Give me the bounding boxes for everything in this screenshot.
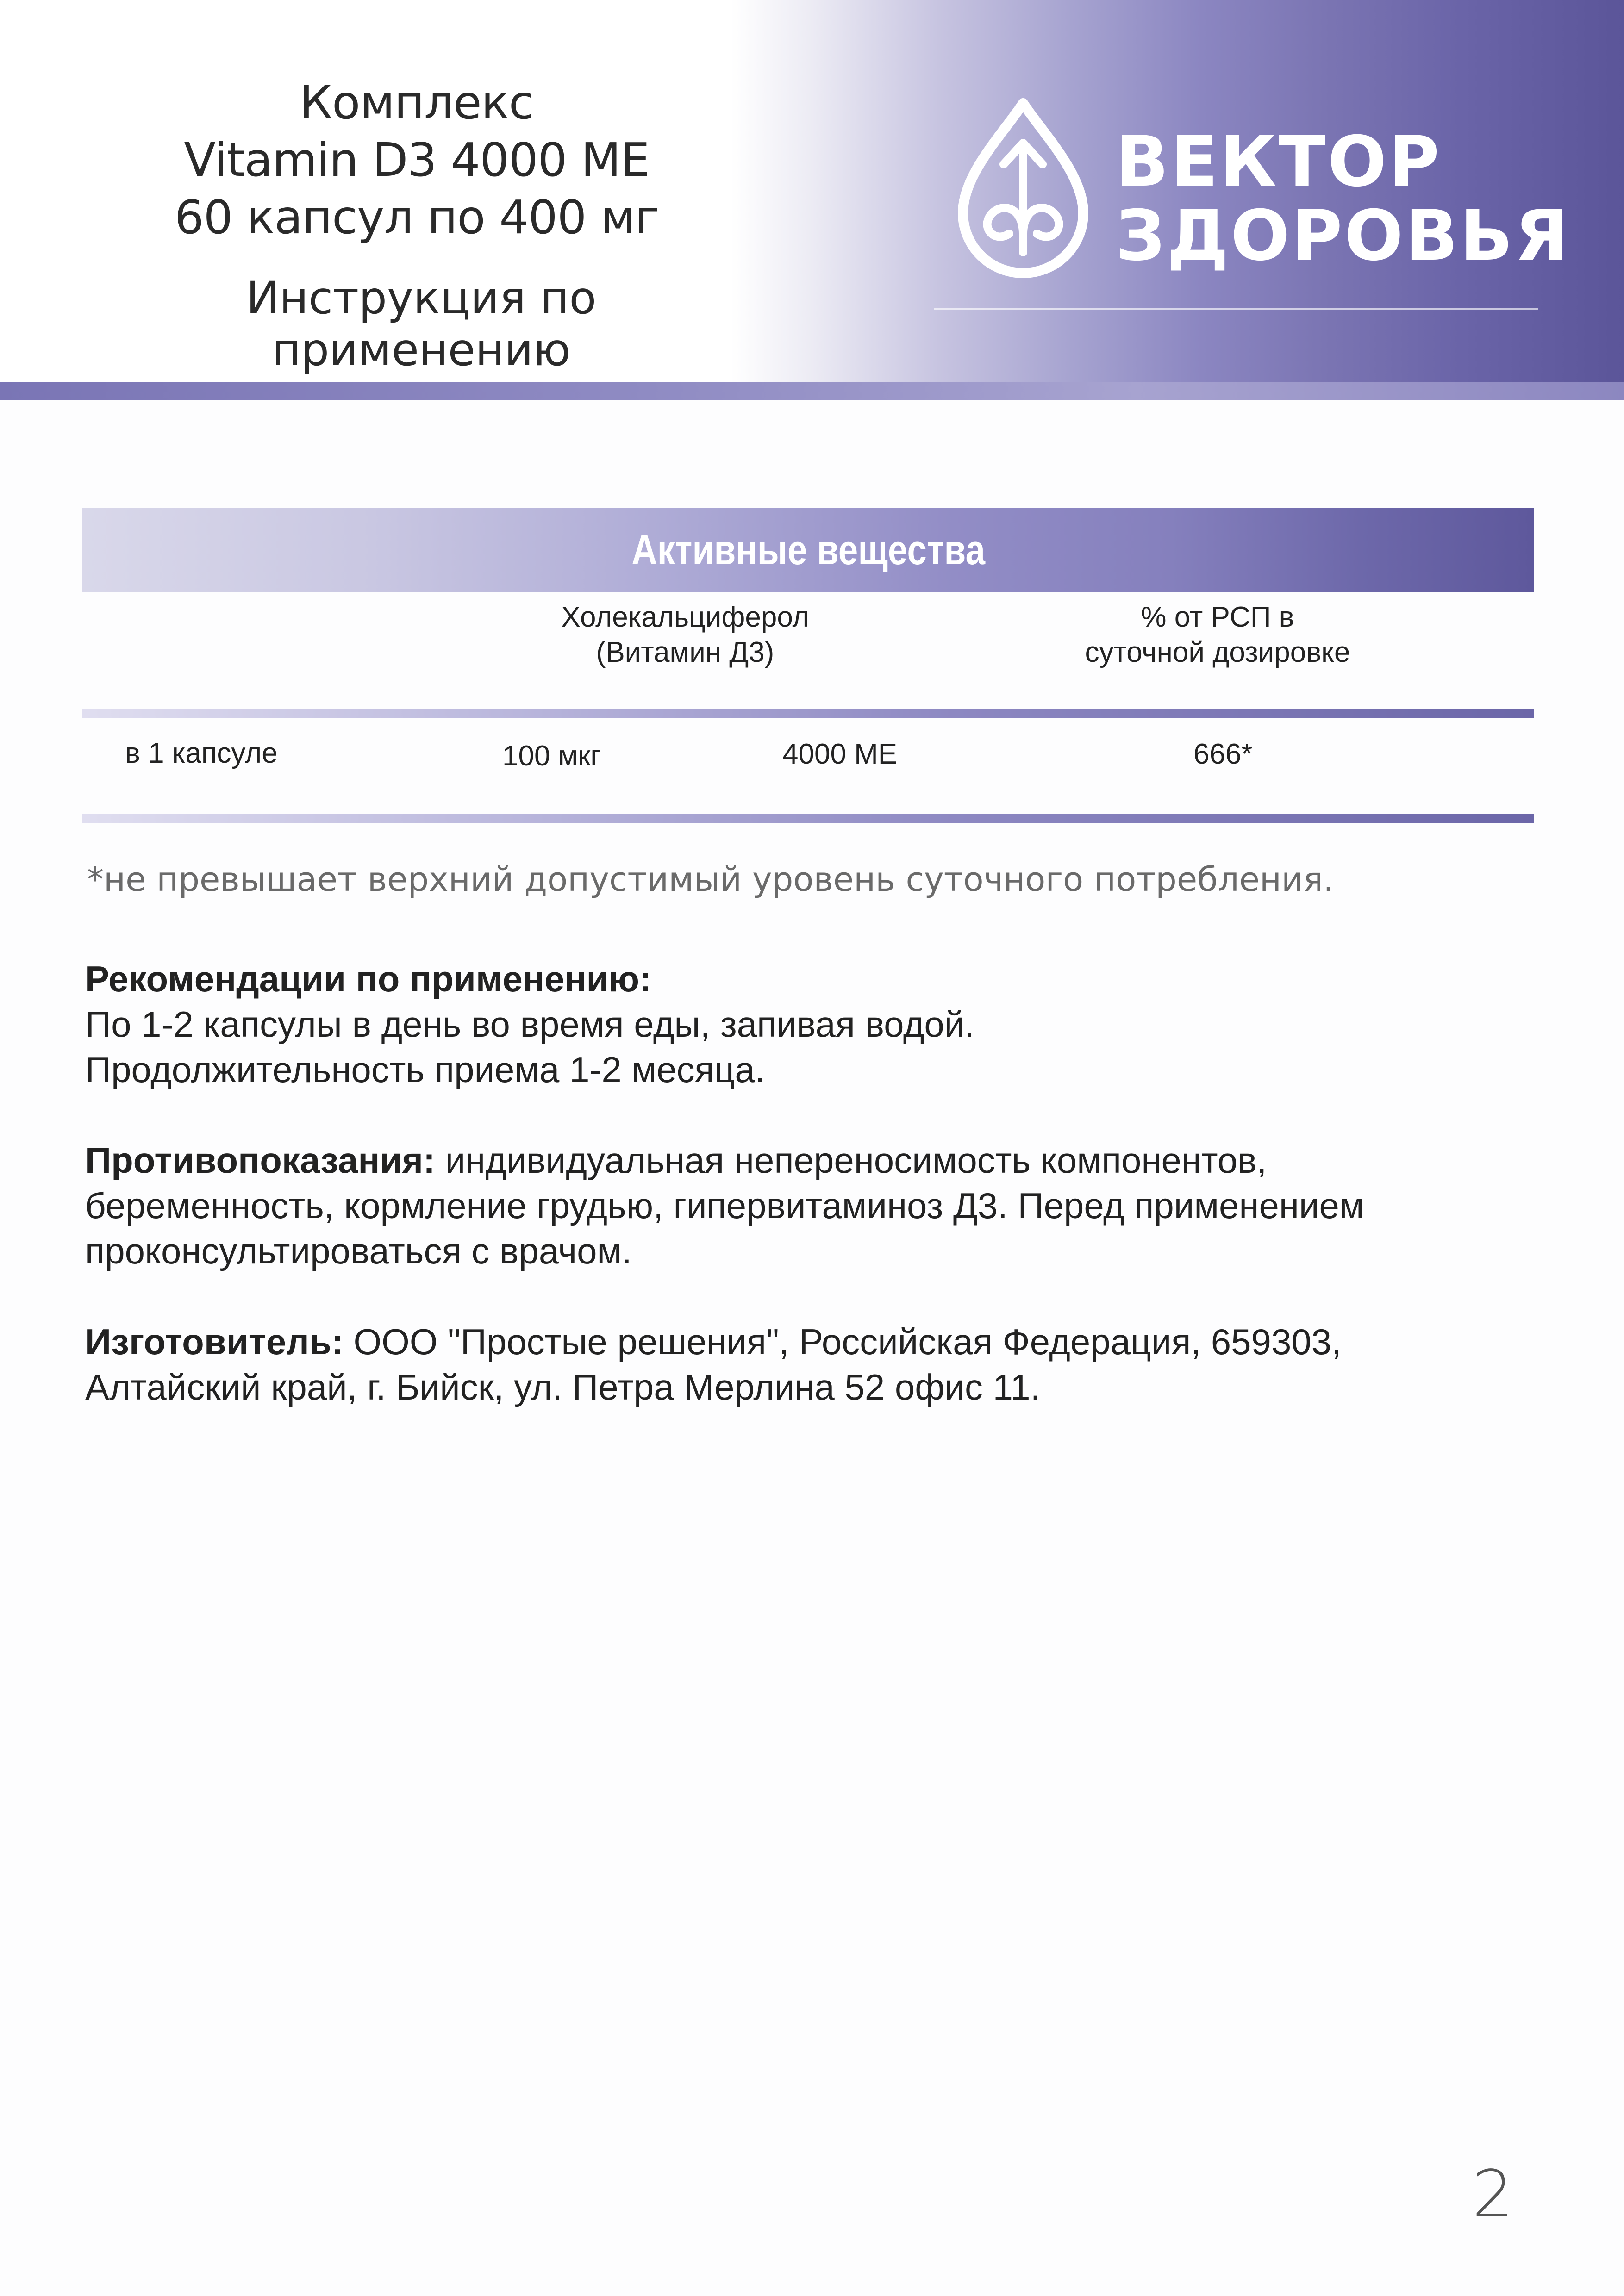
manufacturer-text-2: Алтайский край, г. Бийск, ул. Петра Мерлина 52 офис 11.: [85, 1367, 1041, 1407]
brand-name: [1116, 122, 1570, 276]
contraindications-heading: Противопоказания:: [85, 1140, 435, 1181]
column-header-rsp: [1032, 600, 1403, 670]
table-row-divider-bottom: [82, 814, 1534, 823]
recommendations-line-1: По 1-2 капсулы в день во время еды, запивая водой.: [85, 1004, 974, 1045]
contraindications-text-2: беременность, кормление грудью, гипервитаминоз Д3. Перед применением: [85, 1185, 1364, 1226]
product-title: [93, 74, 741, 246]
recommendations-section: [85, 956, 974, 1092]
page-number: 2: [1472, 2157, 1514, 2232]
recommendations-heading: Рекомендации по применению:: [85, 958, 652, 999]
column-header-substance-line-1: Холекальциферол: [561, 601, 809, 633]
contraindications-text-3: проконсультироваться с врачом.: [85, 1231, 632, 1271]
manufacturer-text-1: ООО "Простые решения", Российская Федерация, 659303,: [343, 1321, 1342, 1362]
contraindications-section: [85, 1138, 1364, 1274]
column-header-substance: [500, 600, 870, 670]
table-row-divider-top: [82, 709, 1534, 718]
drop-leaf-logo-icon: [949, 95, 1097, 280]
row-label: в 1 капсуле: [125, 737, 278, 769]
amount-iu: 4000 МЕ: [782, 738, 898, 770]
footnote: *не превышает верхний допустимый уровень суточного потребления.: [87, 860, 1334, 899]
contraindications-text-1: индивидуальная непереносимость компонентов,: [435, 1140, 1267, 1181]
title-line-3: 60 капсул по 400 мг: [175, 190, 659, 244]
header-divider-bar: [0, 382, 1624, 400]
column-header-substance-line-2: (Витамин Д3): [596, 636, 775, 668]
active-substances-header: [82, 508, 1534, 592]
brand-line-1: ВЕКТОР: [1116, 122, 1442, 202]
column-header-rsp-line-1: % от РСП в: [1141, 601, 1294, 633]
brand-line-2: ЗДОРОВЬЯ: [1116, 196, 1570, 276]
amount-mcg: 100 мкг: [502, 740, 601, 772]
percent-rsp: 666*: [1193, 738, 1253, 770]
column-header-rsp-line-2: суточной дозировке: [1085, 636, 1350, 668]
brand-underline: [934, 308, 1538, 310]
recommendations-line-2: Продолжительность приема 1-2 месяца.: [85, 1049, 765, 1090]
manufacturer-heading: Изготовитель:: [85, 1321, 344, 1362]
table-title: Активные вещества: [631, 527, 985, 573]
title-line-1: Комплекс: [300, 75, 534, 130]
title-line-2: Vitamin D3 4000 МЕ: [184, 133, 650, 187]
manufacturer-section: [85, 1319, 1342, 1410]
document-subtitle: Инструкция по применению: [246, 272, 597, 376]
